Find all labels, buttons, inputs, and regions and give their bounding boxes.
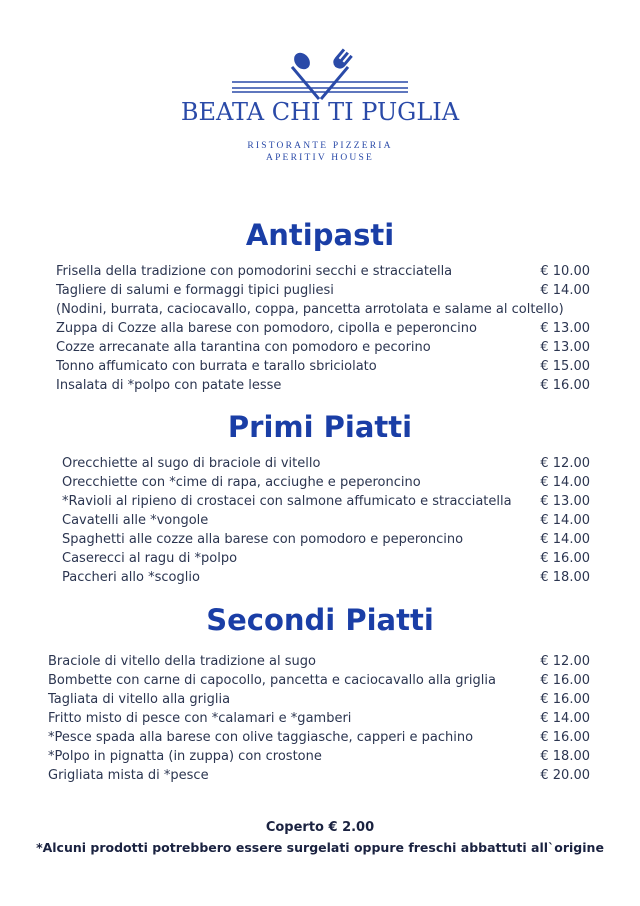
menu-item [56,338,590,357]
item-name: Caserecci al ragu di *polpo [62,551,238,566]
item-name: (Nodini, burrata, caciocavallo, coppa, pancetta arrotolata e salame al coltello) [56,302,564,317]
section-title-primi-piatti: Primi Piatti [227,410,413,444]
item-price: € 10.00 [540,264,590,279]
section-title-antipasti: Antipasti [245,218,395,252]
item-name: Tonno affumicato con burrata e tarallo sbriciolato [56,359,377,374]
item-name: Paccheri allo *scoglio [62,570,200,585]
menu-item-note [56,300,590,319]
menu-item [48,652,590,671]
menu-item [48,709,590,728]
item-price: € 18.00 [540,749,590,764]
menu-item [56,281,590,300]
item-price: € 14.00 [540,475,590,490]
menu-item [62,492,590,511]
item-price: € 13.00 [540,340,590,355]
item-name: Spaghetti alle cozze alla barese con pomodoro e peperoncino [62,532,464,547]
item-name: Tagliere di salumi e formaggi tipici pugliesi [56,283,334,298]
item-price: € 14.00 [540,532,590,547]
brand-name: BEATA CHI TI PUGLIA [180,98,460,126]
menu-item [56,376,590,395]
menu-item [62,568,590,587]
item-name: Frisella della tradizione con pomodorini secchi e stracciatella [56,264,453,279]
item-price: € 14.00 [540,711,590,726]
item-price: € 12.00 [540,456,590,471]
item-name: Cavatelli alle *vongole [62,513,209,528]
item-name: Orecchiette al sugo di braciole di vitello [62,456,321,471]
item-price: € 14.00 [540,283,590,298]
item-price: € 14.00 [540,513,590,528]
menu-item [48,766,590,785]
menu-item [48,747,590,766]
frozen-products-note: *Alcuni prodotti potrebbero essere surgelati oppure freschi abbattuti all`origine [36,840,604,855]
item-name: Braciole di vitello della tradizione al sugo [48,654,316,669]
item-name: Tagliata di vitello alla griglia [48,692,231,707]
item-name: Grigliata mista di *pesce [48,768,209,783]
item-name: Zuppa di Cozze alla barese con pomodoro, cipolla e peperoncino [56,321,477,336]
menu-item [48,690,590,709]
item-price: € 18.00 [540,570,590,585]
menu-item [62,511,590,530]
item-name: Insalata di *polpo con patate lesse [56,378,282,393]
item-price: € 16.00 [540,730,590,745]
item-name: Orecchiette con *cime di rapa, acciughe e peperoncino [62,475,421,490]
menu-item [56,319,590,338]
menu-item [62,530,590,549]
item-price: € 16.00 [540,551,590,566]
brand-tagline: RISTORANTE PIZZERIA [247,141,393,151]
item-price: € 12.00 [540,654,590,669]
section-title-secondi-piatti: Secondi Piatti [206,603,434,637]
item-name: *Pesce spada alla barese con olive taggiasche, capperi e pachino [48,730,474,745]
menu-item [56,262,590,281]
item-name: *Ravioli al ripieno di crostacei con salmone affumicato e stracciatella [62,494,512,509]
item-price: € 16.00 [540,378,590,393]
item-name: *Polpo in pignatta (in zuppa) con crostone [48,749,322,764]
item-price: € 16.00 [540,673,590,688]
brand-tagline: APERITIV HOUSE [266,153,374,163]
item-price: € 15.00 [540,359,590,374]
item-price: € 20.00 [540,768,590,783]
item-price: € 13.00 [540,494,590,509]
item-price: € 16.00 [540,692,590,707]
item-name: Bombette con carne di capocollo, pancetta e caciocavallo alla griglia [48,673,496,688]
menu-item [62,549,590,568]
menu-item [62,473,590,492]
item-name: Cozze arrecanate alla tarantina con pomodoro e pecorino [56,340,431,355]
menu-item [48,728,590,747]
menu-item [62,454,590,473]
menu-item [56,357,590,376]
coperto-note: Coperto € 2.00 [265,820,375,835]
item-name: Fritto misto di pesce con *calamari e *gamberi [48,711,352,726]
menu-item [48,671,590,690]
item-price: € 13.00 [540,321,590,336]
